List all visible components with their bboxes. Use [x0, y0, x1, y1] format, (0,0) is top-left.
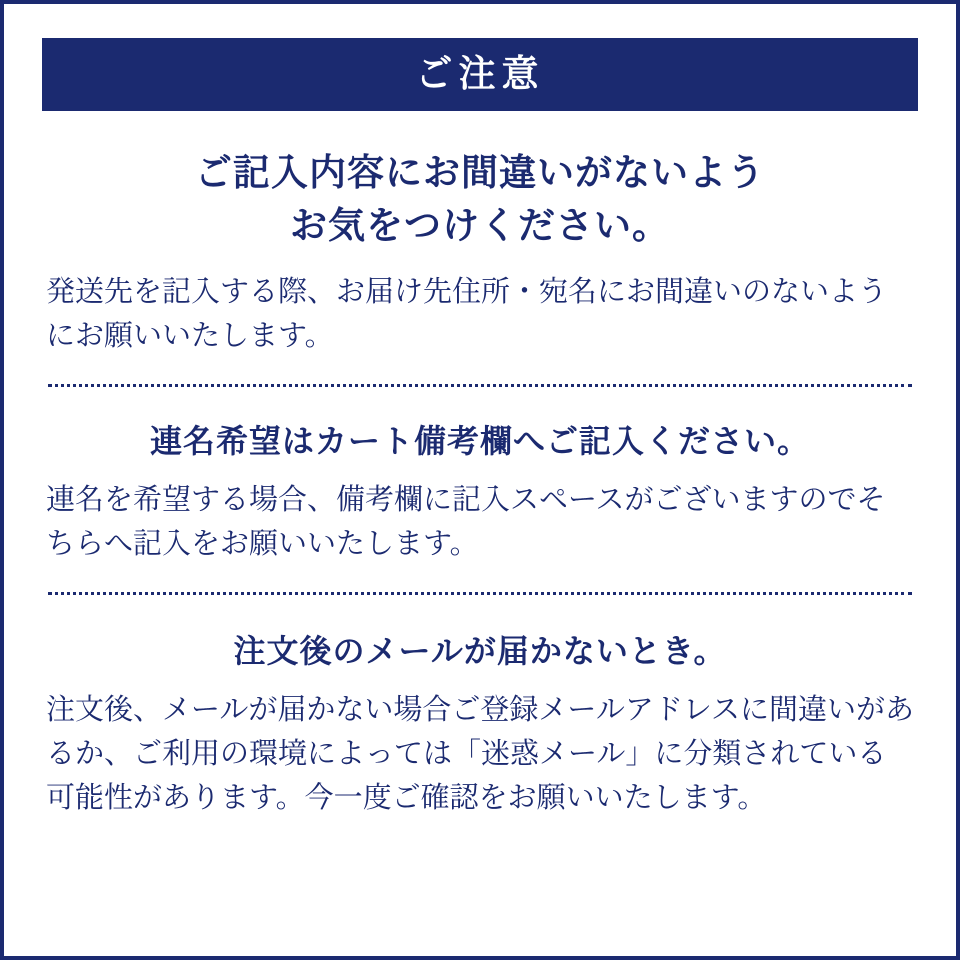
- notice-section-address: [46, 111, 914, 358]
- section-heading-joint-name: 連名希望はカート備考欄へご記入ください。: [149, 423, 810, 460]
- section-body-address: 発送先を記入する際、お届け先住所・宛名にお間違いのないようにお願いいたします。: [46, 276, 888, 353]
- section-body-joint-name: 連名を希望する場合、備考欄に記入スペースがございますのでそちらへ記入をお願いいたします。: [46, 484, 886, 561]
- notice-section-joint-name: [46, 387, 914, 566]
- notice-card-inner: [4, 4, 956, 956]
- notice-body: [4, 111, 956, 820]
- section-heading-address-line2: お気をつけください。: [290, 204, 670, 246]
- section-heading-address-line1: ご記入内容にお間違いがないよう: [195, 152, 765, 193]
- notice-header-title: ご注意: [42, 38, 918, 111]
- section-body-mail: 注文後、メールが届かない場合ご登録メールアドレスに間違いがあるか、ご利用の環境によっては「迷惑メール」に分類されている可能性があります。今一度ご確認をお願いいたします。: [46, 693, 914, 815]
- notice-section-mail: [46, 595, 914, 820]
- section-heading-mail: 注文後のメールが届かないとき。: [233, 633, 727, 670]
